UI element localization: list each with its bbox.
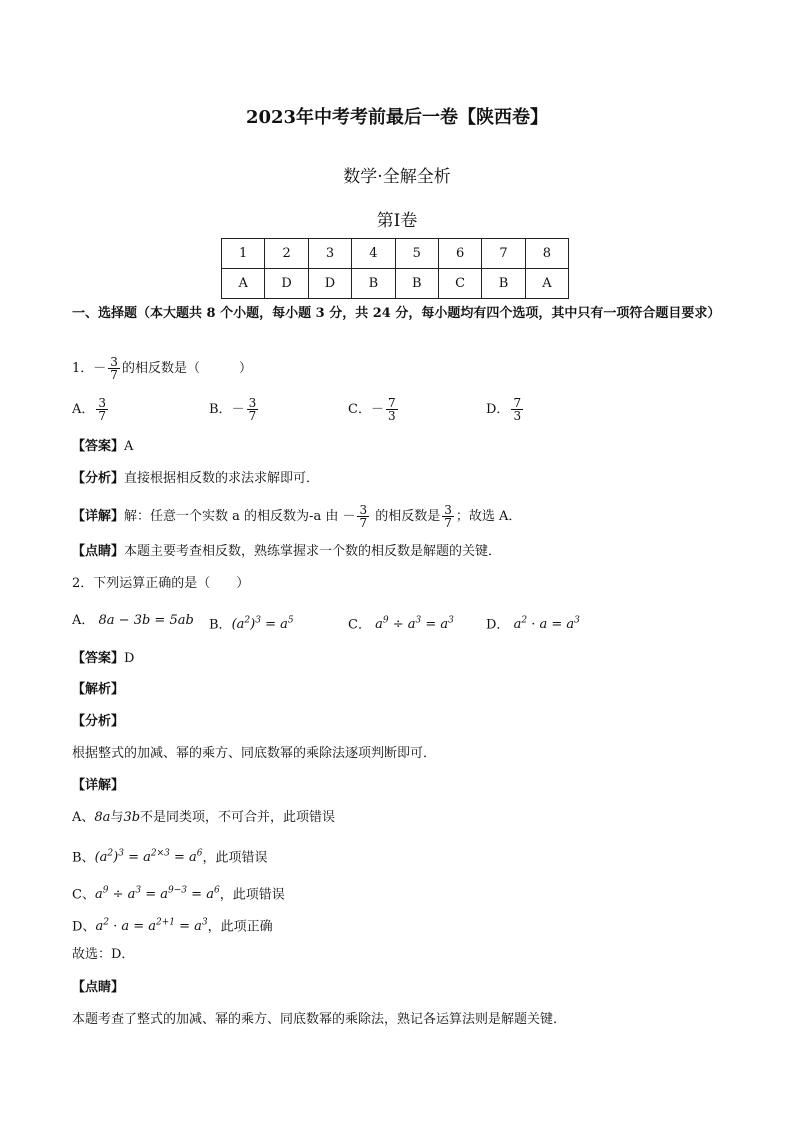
tag-label: 【详解】 — [72, 778, 125, 793]
table-cell: A — [222, 269, 265, 299]
math-expression: $a^9 \div a^3 = a^{9-3} = a^6$ — [94, 886, 220, 903]
answer-value: A — [124, 439, 134, 454]
analysis-text: 直接根据相反数的求法求解即可． — [124, 471, 320, 486]
option-sign: － — [370, 402, 384, 417]
numerator: 3 — [359, 503, 368, 517]
answer-line — [72, 649, 134, 669]
fraction — [442, 504, 454, 529]
math-expression: $(a^2)^3 = a^5$ — [231, 616, 294, 633]
option-label: D． — [486, 402, 510, 417]
table-cell: 8 — [525, 239, 568, 269]
detail-line — [72, 504, 521, 529]
table-cell: 6 — [438, 239, 481, 269]
tag-label: 【答案】 — [72, 651, 125, 666]
line-prefix: C、 — [72, 887, 95, 903]
answer-value: D — [124, 651, 135, 666]
detail-text: 解：任意一个实数 — [124, 509, 229, 524]
math-expression: $a^9 \div a^3 = a^3$ — [375, 616, 454, 633]
option-label: B． — [209, 402, 232, 417]
point-line — [72, 542, 501, 562]
fraction — [247, 397, 259, 422]
tag-label: 【分析】 — [72, 714, 125, 729]
fraction — [386, 397, 398, 422]
detail-text: 不是同类项，不可合并，此项错误 — [140, 810, 336, 825]
detail-line-d — [72, 913, 273, 937]
option-label: B． — [209, 617, 232, 633]
point-heading — [72, 978, 124, 998]
detail-text: ，此项错误 — [202, 850, 268, 866]
option-a — [72, 611, 194, 631]
option-d — [486, 611, 580, 635]
option-label: D． — [486, 617, 510, 633]
option-label: A． — [72, 402, 95, 417]
fraction — [511, 397, 523, 422]
table-cell: 5 — [395, 239, 438, 269]
question-text: 下列运算正确的是（ ） — [93, 576, 250, 591]
answer-table — [221, 238, 569, 299]
math-expression: $a^2 \cdot a = a^{2+1} = a^3$ — [95, 918, 208, 935]
numerator: 3 — [98, 396, 107, 410]
table-cell: B — [482, 269, 525, 299]
analysis-heading — [72, 712, 124, 732]
tag-label: 【答案】 — [72, 439, 125, 454]
page-subtitle: 数学·全解全析 — [343, 167, 451, 187]
fraction — [357, 504, 369, 529]
question-1-stem — [72, 356, 252, 381]
denominator: 7 — [444, 516, 452, 530]
point-text: 本题考查了整式的加减、幂的乘方、同底数幂的乘除法，熟记各运算法则是解题关键． — [72, 1012, 567, 1027]
detail-text: 与 — [110, 810, 124, 825]
numerator: 7 — [513, 396, 522, 410]
fraction — [96, 397, 108, 422]
option-a — [72, 397, 110, 422]
table-cell: C — [438, 269, 481, 299]
detail-text: ，此项错误 — [219, 887, 285, 903]
table-cell: D — [308, 269, 351, 299]
table-cell: B — [352, 269, 395, 299]
jiexi-line — [72, 680, 124, 700]
tag-label: 【点睛】 — [72, 980, 125, 995]
option-c — [348, 397, 400, 422]
option-b — [209, 611, 294, 635]
section-heading: 一、选择题（本大题共 8 个小题，每小题 3 分，共 24 分，每小题均有四个选项，其中只有一项符合题目要求） — [72, 306, 721, 321]
numerator: 3 — [444, 503, 452, 517]
choose-line: 故选：D． — [72, 947, 135, 962]
tag-label: 【解析】 — [72, 682, 125, 697]
detail-text: a 的相反数为-a 由 － — [228, 509, 356, 524]
denominator: 7 — [110, 368, 118, 382]
answer-table-number-row — [222, 239, 569, 269]
table-cell: 7 — [482, 239, 525, 269]
detail-line-b — [72, 844, 268, 868]
table-cell: 2 — [265, 239, 308, 269]
denominator: 7 — [98, 409, 107, 423]
table-cell: A — [525, 269, 568, 299]
option-b — [209, 397, 260, 422]
denominator: 7 — [248, 409, 257, 423]
option-sign: － — [231, 402, 245, 417]
line-prefix: A、 — [72, 810, 95, 825]
page-title: 2023年中考考前最后一卷【陕西卷】 — [245, 107, 549, 128]
volume-label: 第Ⅰ卷 — [376, 211, 418, 231]
tag-label: 【详解】 — [72, 509, 125, 524]
question-text: 的相反数是（ ） — [121, 361, 252, 376]
table-cell: B — [395, 269, 438, 299]
tag-label: 【分析】 — [72, 471, 125, 486]
numerator: 3 — [110, 355, 118, 369]
table-cell: 3 — [308, 239, 351, 269]
math-expression: $a^2 \cdot a = a^3$ — [513, 616, 580, 633]
option-label: C． — [348, 402, 371, 417]
numerator: 7 — [387, 396, 396, 410]
answer-table-answer-row — [222, 269, 569, 299]
analysis-text: 根据整式的加减、幂的乘方、同底数幂的乘除法逐项判断即可． — [72, 746, 437, 761]
math-expression: $(a^2)^3 = a^{2\times 3} = a^6$ — [94, 849, 203, 866]
denominator: 3 — [513, 409, 522, 423]
option-label: C． — [348, 617, 371, 633]
question-1-options — [72, 397, 732, 427]
negative-sign: － — [93, 361, 107, 376]
option-d — [486, 397, 525, 422]
line-prefix: B、 — [72, 850, 95, 866]
detail-line-c — [72, 881, 285, 905]
analysis-line — [72, 469, 319, 489]
question-2-options — [72, 611, 732, 635]
question-2-stem — [72, 574, 249, 594]
math-expression: 8a − 3b = 5ab — [98, 613, 194, 628]
detail-text: ，此项正确 — [207, 919, 273, 935]
detail-line-a — [72, 808, 335, 828]
denominator: 7 — [359, 516, 368, 530]
answer-line — [72, 437, 133, 457]
math-expression: 8a — [94, 810, 111, 825]
numerator: 3 — [248, 396, 257, 410]
detail-heading — [72, 776, 124, 796]
table-cell: 4 — [352, 239, 395, 269]
denominator: 3 — [387, 409, 396, 423]
point-text: 本题主要考查相反数，熟练掌握求一个数的相反数是解题的关键． — [124, 544, 502, 559]
option-c — [348, 611, 454, 635]
fraction — [108, 356, 120, 381]
tag-label: 【点睛】 — [72, 544, 125, 559]
line-prefix: D、 — [72, 919, 96, 935]
option-label: A． — [72, 613, 95, 628]
table-cell: D — [265, 269, 308, 299]
detail-text: 的相反数是 — [371, 509, 441, 524]
detail-text: ；故选 A． — [455, 509, 522, 524]
math-expression: 3b — [123, 810, 141, 825]
question-number: 1． — [72, 361, 94, 376]
table-cell: 1 — [222, 239, 265, 269]
question-number: 2． — [72, 576, 94, 591]
